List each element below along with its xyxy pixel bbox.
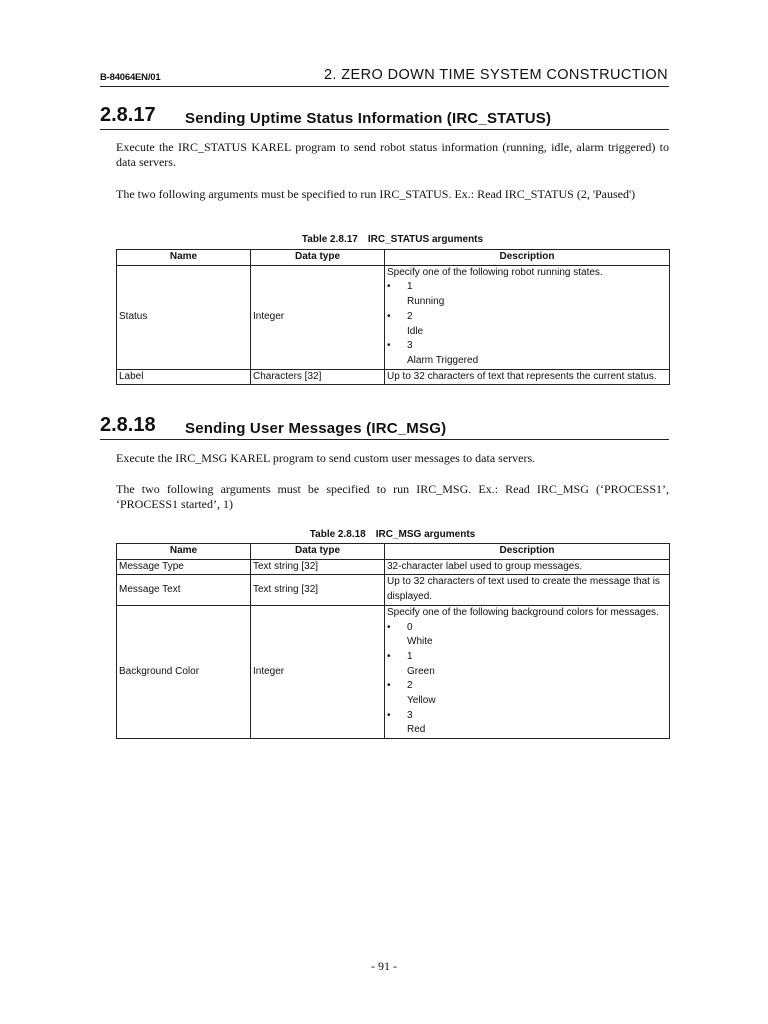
arg-description: Up to 32 characters of text used to create the message that is displayed.: [385, 575, 670, 605]
header-rule: [100, 86, 669, 87]
description-intro: Specify one of the following robot running states.: [387, 266, 603, 278]
table-caption: [116, 234, 669, 245]
arg-type: Text string [32]: [251, 575, 385, 605]
arg-type: Text string [32]: [251, 559, 385, 575]
list-item: [387, 621, 667, 636]
option-label: Yellow: [407, 695, 436, 707]
section-number: 2.8.17: [100, 104, 156, 126]
column-header: Name: [117, 250, 251, 266]
list-item: [387, 280, 667, 295]
arg-name: Status: [117, 265, 251, 369]
list-item: [387, 650, 667, 665]
bullet-icon: •: [387, 340, 391, 352]
option-value: 2: [407, 310, 413, 322]
paragraph: The two following arguments must be specified to run IRC_STATUS. Ex.: Read IRC_STATUS (2, 'Paused'): [116, 187, 636, 201]
arg-name: Background Color: [117, 605, 251, 738]
table-row: [117, 265, 670, 369]
section-heading-2-8-18: [100, 410, 669, 440]
bullet-icon: •: [387, 310, 391, 322]
option-value: 2: [407, 680, 413, 692]
option-value: 0: [407, 621, 413, 633]
column-header: Data type: [251, 544, 385, 560]
table-row: [117, 575, 670, 605]
option-label: Green: [407, 665, 435, 677]
arg-description: [385, 265, 670, 369]
table-caption: [116, 529, 669, 540]
description-intro: Specify one of the following background colors for messages.: [387, 606, 659, 618]
table-caption-title: IRC_MSG arguments: [375, 529, 476, 540]
list-item: [387, 310, 667, 325]
section-title: Sending User Messages (IRC_MSG): [185, 420, 447, 437]
table-caption-title: IRC_STATUS arguments: [367, 234, 484, 245]
arg-name: Label: [117, 369, 251, 385]
irc-status-arguments-table: [116, 249, 670, 385]
list-item: [387, 339, 667, 354]
option-label: Alarm Triggered: [407, 354, 479, 366]
column-header: Name: [117, 544, 251, 560]
bullet-icon: •: [387, 680, 391, 692]
column-header: Description: [385, 544, 670, 560]
option-value: 1: [407, 281, 413, 293]
arg-description: [385, 605, 670, 738]
option-label: Red: [407, 724, 426, 736]
arg-type: Integer: [251, 605, 385, 738]
paragraph: Execute the IRC_STATUS KAREL program to send robot status information (running, idle, alarm triggered) to data servers.: [116, 140, 669, 169]
column-header: Data type: [251, 250, 385, 266]
option-value: 1: [407, 650, 413, 662]
column-header: Description: [385, 250, 670, 266]
bullet-icon: •: [387, 621, 391, 633]
table-row: [117, 559, 670, 575]
arg-description: Up to 32 characters of text that represents the current status.: [385, 369, 670, 385]
arg-name: Message Type: [117, 559, 251, 575]
paragraph: Execute the IRC_MSG KAREL program to send custom user messages to data servers.: [116, 451, 536, 465]
document-id: B-84064EN/01: [100, 72, 161, 83]
bullet-icon: •: [387, 709, 391, 721]
section-heading-2-8-17: [100, 100, 669, 130]
option-label: Running: [407, 296, 445, 308]
arg-description: 32-character label used to group messages.: [385, 559, 670, 575]
bullet-icon: •: [387, 281, 391, 293]
option-label: White: [407, 636, 433, 648]
option-value: 3: [407, 709, 413, 721]
table-row: [117, 369, 670, 385]
page-number: - 91 -: [371, 959, 397, 973]
table-caption-number: Table 2.8.17: [301, 234, 358, 245]
list-item: [387, 679, 667, 694]
section-rule: [100, 129, 669, 130]
table-caption-number: Table 2.8.18: [309, 529, 366, 540]
arg-type: Characters [32]: [251, 369, 385, 385]
chapter-title: 2. ZERO DOWN TIME SYSTEM CONSTRUCTION: [323, 67, 668, 83]
option-value: 3: [407, 340, 413, 352]
section-rule: [100, 439, 669, 440]
section-number: 2.8.18: [100, 414, 156, 436]
table-header-row: [117, 544, 670, 560]
section-title: Sending Uptime Status Information (IRC_STATUS): [185, 110, 552, 127]
list-item: [387, 709, 667, 724]
table-row: [117, 605, 670, 738]
option-label: Idle: [407, 325, 424, 337]
paragraph: The two following arguments must be specified to run IRC_MSG. Ex.: Read IRC_MSG (‘PROCESS1’, ‘PROCESS1 started’, 1): [116, 482, 669, 511]
irc-msg-arguments-table: [116, 543, 670, 739]
arg-type: Integer: [251, 265, 385, 369]
table-header-row: [117, 250, 670, 266]
arg-name: Message Text: [117, 575, 251, 605]
bullet-icon: •: [387, 650, 391, 662]
